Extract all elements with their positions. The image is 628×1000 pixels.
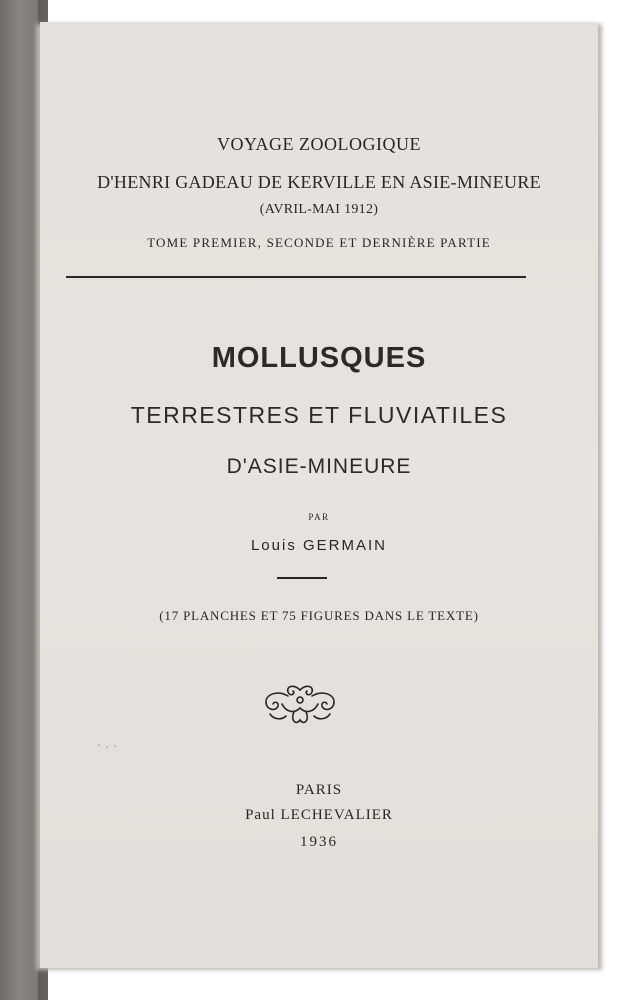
main-subtitle-1: TERRESTRES ET FLUVIATILES [130, 402, 508, 428]
series-subtitle: D'HENRI GADEAU DE KERVILLE EN ASIE-MINEURE [97, 172, 541, 192]
main-subtitle-2: D'ASIE-MINEURE [226, 455, 412, 478]
paper-speck [114, 745, 116, 747]
paper-speck [106, 746, 108, 748]
series-dates: (AVRIL-MAI 1912) [259, 202, 379, 217]
volume-line: TOME PREMIER, SECONDE ET DERNIÈRE PARTIE [147, 235, 491, 250]
short-rule [277, 577, 327, 579]
divider-rule [66, 276, 526, 278]
author-name: Louis GERMAIN [250, 537, 388, 554]
scroll-ornament-icon [260, 682, 340, 728]
imprint-city: PARIS [295, 782, 343, 798]
paper-speck [98, 744, 100, 746]
by-label: PAR [308, 512, 330, 522]
title-page [40, 22, 598, 968]
plates-note: (17 PLANCHES ET 75 FIGURES DANS LE TEXTE) [159, 608, 479, 623]
main-title: MOLLUSQUES [211, 342, 427, 374]
imprint-year: 1936 [300, 834, 338, 850]
imprint-publisher: Paul LECHEVALIER [245, 807, 393, 823]
series-title: VOYAGE ZOOLOGIQUE [217, 134, 421, 154]
